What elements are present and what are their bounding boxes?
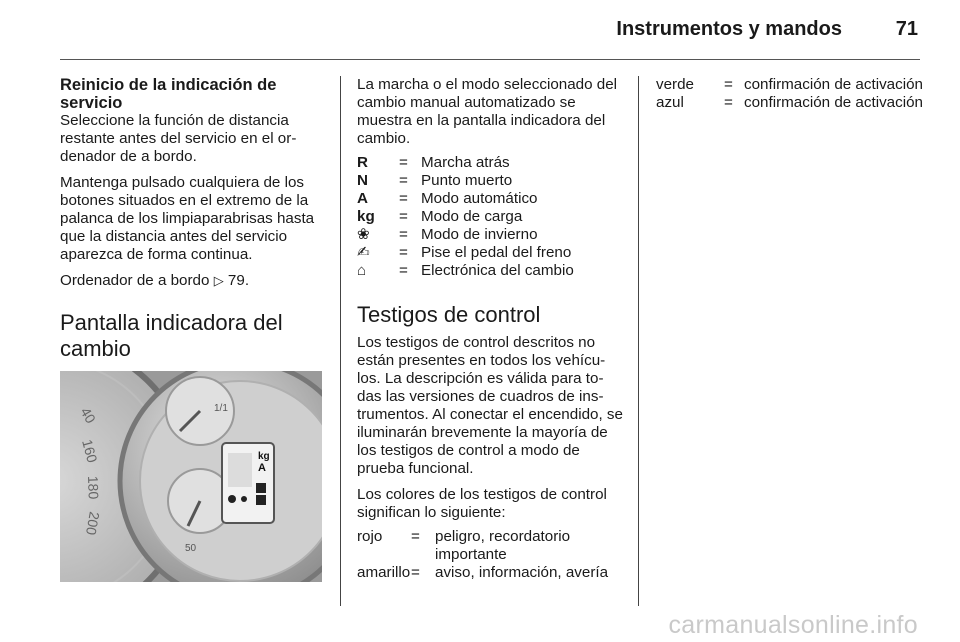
equals-sign: = [399,262,408,279]
color-name: rojo [357,528,383,545]
transmission-electronics-icon: ⌂ [357,262,367,279]
svg-text:180: 180 [85,475,102,500]
gear-display-figure [60,371,322,582]
watermark: carmanualsonline.info [668,611,918,639]
list-item [357,208,625,226]
list-item [357,244,625,262]
color-desc: aviso, información, avería [435,564,609,581]
svg-text:1/1: 1/1 [214,403,228,414]
heading-service-reset: Reinicio de la indicación de servicio [60,76,277,112]
gear-symbol-r: R [357,154,368,171]
color-desc: confirmación de activación [744,76,923,93]
paragraph-service-3 [60,272,325,290]
gear-desc: Pise el pedal del freno [421,244,572,261]
gear-symbol-a: A [357,190,368,207]
page-ref-arrow-icon: ▷ [213,273,224,288]
list-item [357,528,625,564]
gear-symbol-list [357,154,625,280]
list-item [357,262,625,280]
reference-text: Ordenador de a bordo [60,272,210,289]
color-name: azul [656,94,684,111]
winter-mode-icon: ❀ [357,226,370,243]
paragraph-service-2: Mantenga pulsado cualquiera de los botones situados en el extremo de la palanca de los limpiaparabrisas hasta que la distancia antes del servicio aparezca de forma continua. [60,174,315,263]
paragraph-gear-intro: La marcha o el modo seleccionado del cambio manual automatizado se muestra en la pantalla indicadora del cambio. [357,76,618,147]
heading-control-lights: Testigos de control [357,302,541,327]
gear-desc: Modo de carga [421,208,523,225]
equals-sign: = [411,564,420,581]
paragraph-service-1: Seleccione la función de distancia restante antes del servicio en el or-denador de a bordo. [60,112,297,165]
color-name: amarillo [357,564,411,581]
list-item [656,94,926,112]
gear-symbol-n: N [357,172,368,189]
equals-sign: = [399,172,408,189]
gear-desc: Marcha atrás [421,154,510,171]
heading-gear-display: Pantalla indicadora del cambio [60,310,283,361]
gear-desc: Punto muerto [421,172,513,189]
equals-sign: = [399,154,408,171]
svg-text:40: 40 [77,404,100,426]
column-divider-1 [340,76,341,606]
color-desc: peligro, recordatorio importante [435,528,571,563]
column-divider-2 [638,76,639,606]
svg-text:160: 160 [79,437,101,465]
list-item [357,564,625,582]
equals-sign: = [399,208,408,225]
paragraph-lights-1: Los testigos de control descritos no están presentes en todos los vehícu-los. La descripción es válida para to-das las versiones de cuadros de ins-trumentos. Al conectar el encendido, se iluminarán brevemente la mayoría de los testigos de control a modo de prueba funcional. [357,334,623,477]
list-item [357,172,625,190]
brake-pedal-icon: ✍ [357,244,370,261]
instrument-cluster-illustration [60,371,322,582]
column-middle [357,76,625,582]
list-item [656,76,926,94]
equals-sign: = [399,226,408,243]
equals-sign: = [724,94,733,111]
page-header-title: Instrumentos y mandos [616,18,842,40]
color-name: verde [656,76,694,93]
list-item [357,190,625,208]
list-item [357,154,625,172]
svg-text:A: A [258,462,266,474]
gear-desc: Modo automático [421,190,538,207]
svg-text:50: 50 [185,543,197,554]
list-item [357,226,625,244]
column-right [656,76,926,112]
gear-desc: Electrónica del cambio [421,262,574,279]
header-divider [60,59,920,60]
paragraph-lights-2: Los colores de los testigos de control significan lo siguiente: [357,486,607,521]
gear-desc: Modo de invierno [421,226,538,243]
color-desc: confirmación de activación [744,94,923,111]
equals-sign: = [399,244,408,261]
color-meaning-list [357,528,625,582]
equals-sign: = [724,76,733,93]
gear-symbol-kg: kg [357,208,375,225]
equals-sign: = [399,190,408,207]
column-left [60,76,325,362]
page-number: 71 [895,18,918,40]
svg-text:kg: kg [258,451,270,462]
page-ref-link[interactable]: 79. [227,272,250,289]
svg-text:200: 200 [82,510,103,537]
equals-sign: = [411,528,420,545]
